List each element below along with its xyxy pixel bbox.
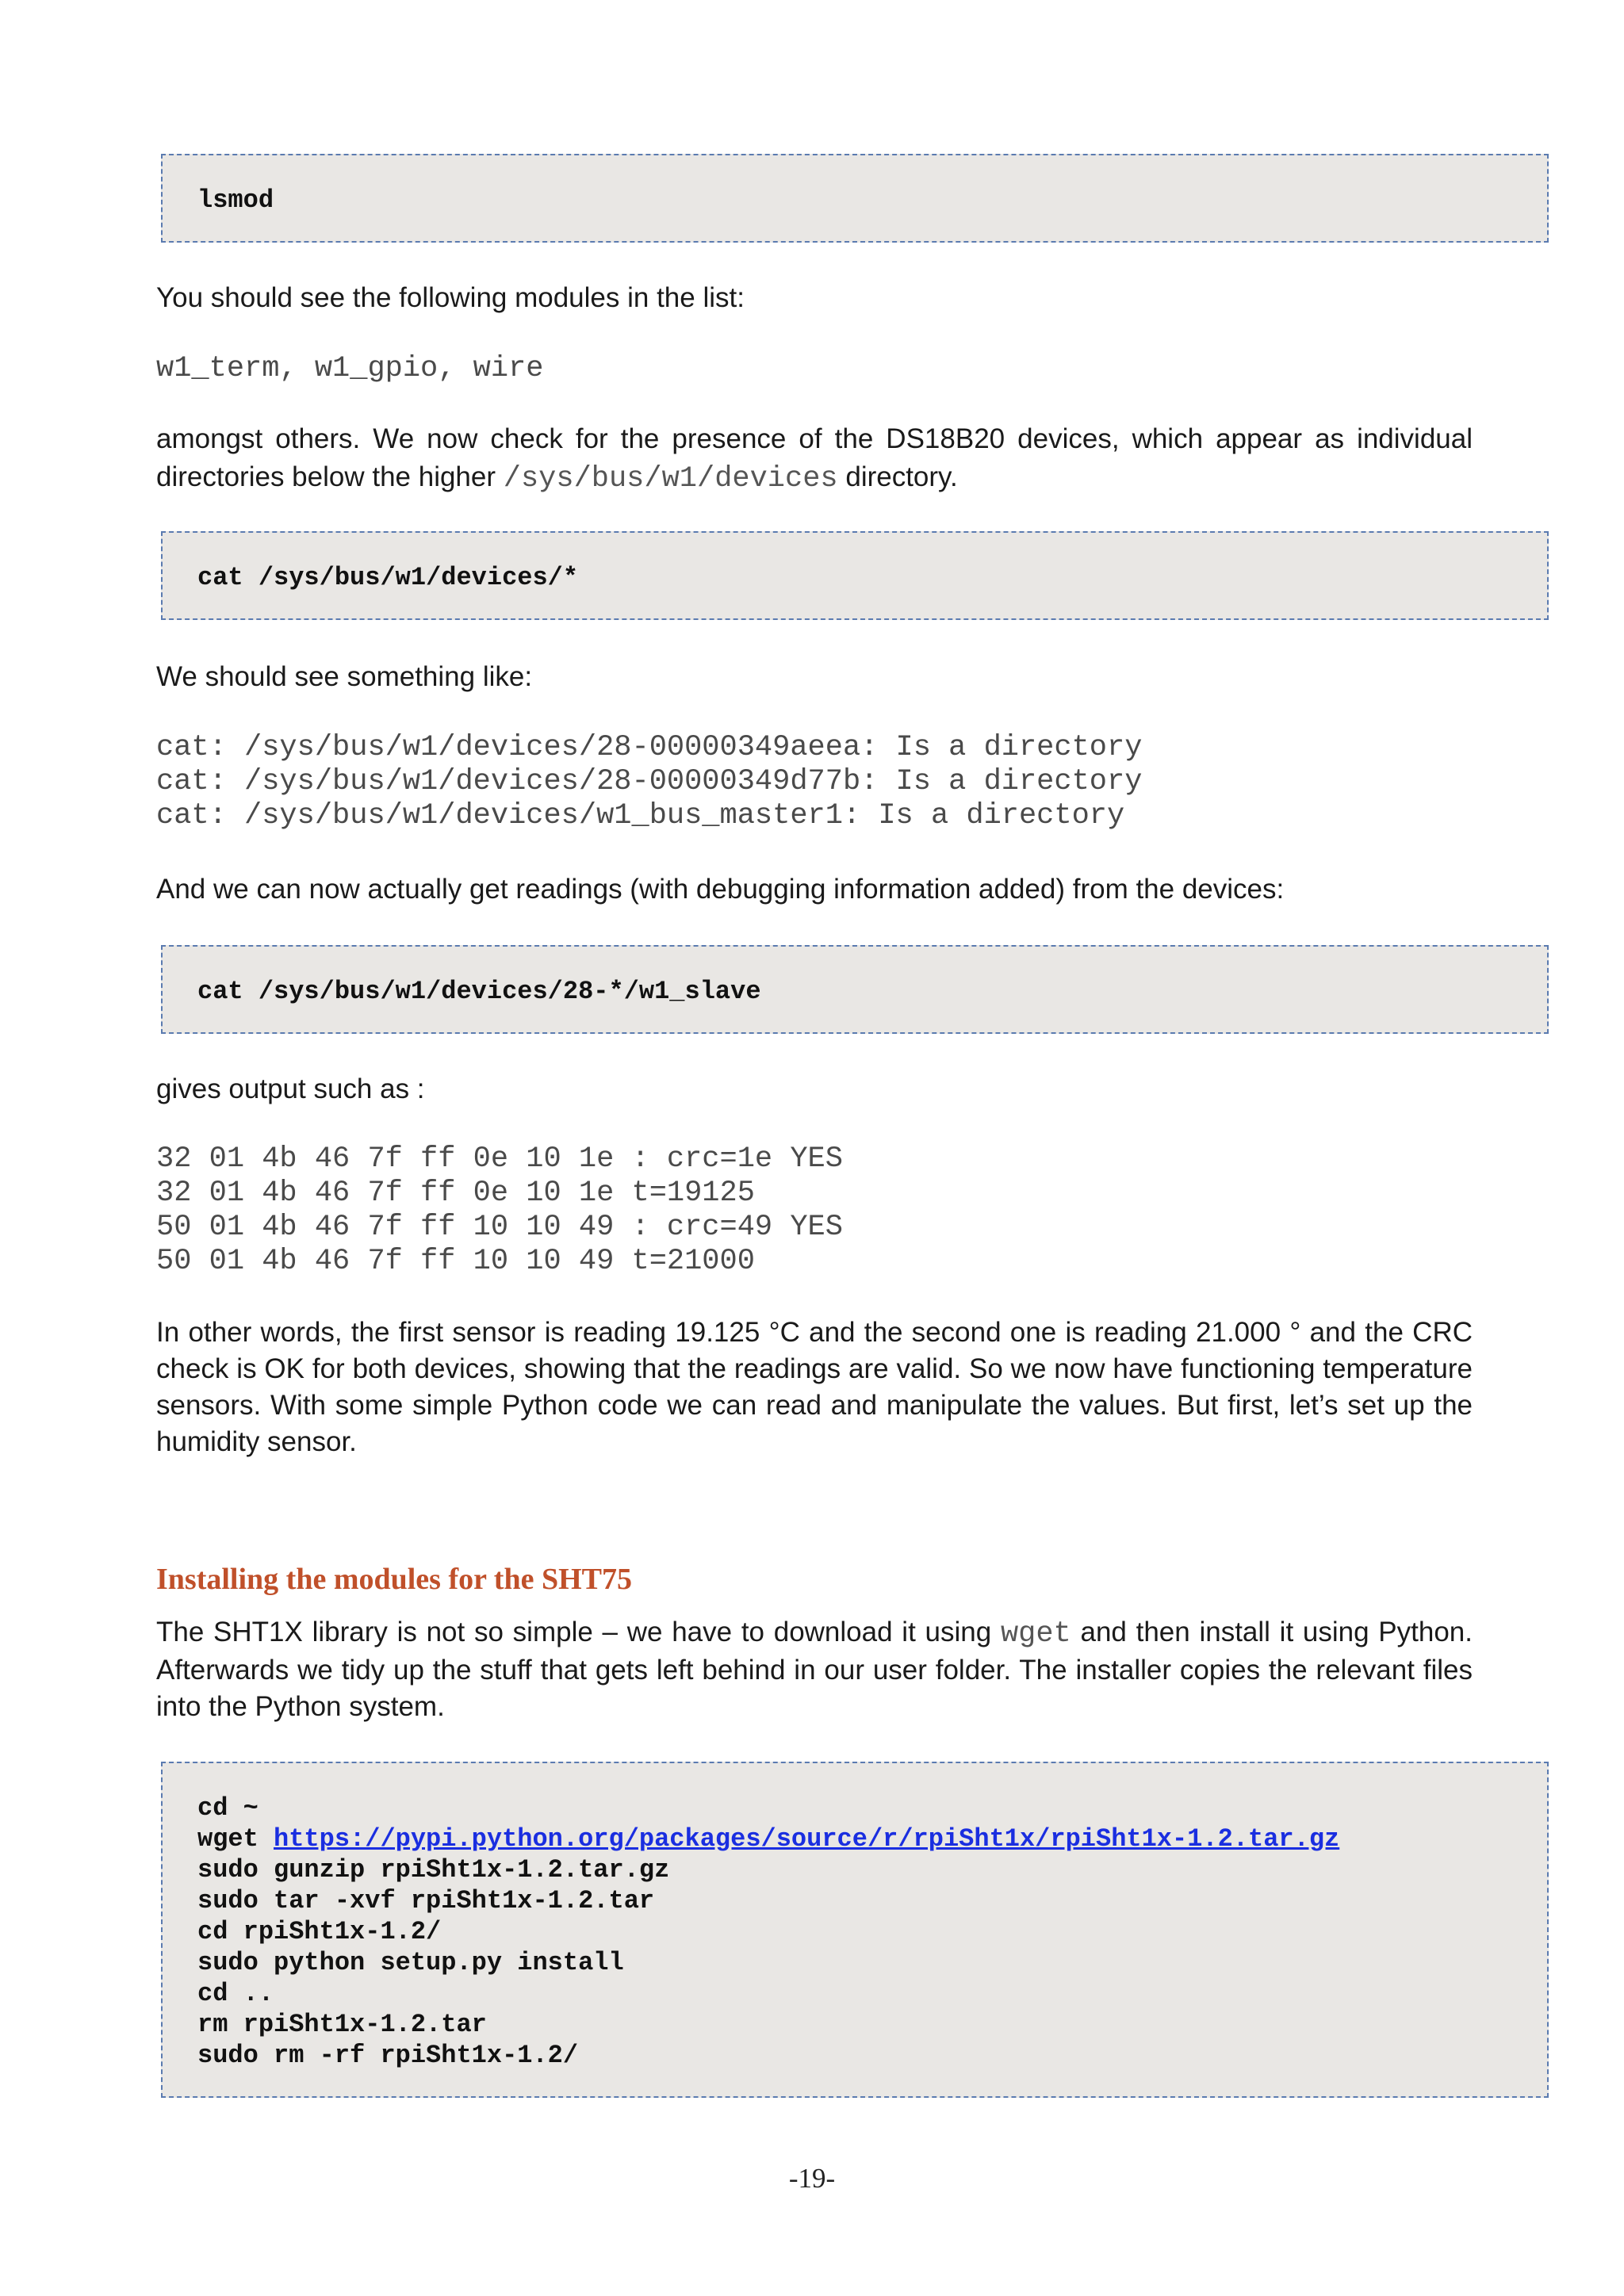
output-line: 32 01 4b 46 7f ff 0e 10 1e : crc=1e YES <box>156 1142 843 1176</box>
code-block-lsmod <box>161 154 1549 243</box>
code-block-install-sht1x <box>161 1762 1549 2098</box>
code-line: cat /sys/bus/w1/devices/* <box>197 563 579 592</box>
paragraph-text: and then install it using Python. Afterwards we tidy up the stuff that gets left behind in our user folder. The installer copies the relevant files into the Python system. <box>156 1617 1473 1722</box>
paragraph-text: The SHT1X library is not so simple – we have to download it using <box>156 1617 1001 1647</box>
paragraph-interpretation: In other words, the first sensor is reading 19.125 °C and the second one is reading 21.000 ° and the CRC check is OK for both devices, showing that the readings are valid. So we now have functioning temperature sensors. With some simple Python code we can read and manipulate the values. But first, let’s set up the humidity sensor. <box>156 1317 1473 1457</box>
modules-list: w1_term, w1_gpio, wire <box>156 352 544 385</box>
code-line: cd rpiSht1x-1.2/ <box>197 1917 442 1946</box>
code-line: cd .. <box>197 1979 274 2008</box>
output-line: cat: /sys/bus/w1/devices/28-00000349d77b: Is a directory <box>156 765 1143 798</box>
paragraph-ds18b20 <box>156 420 1473 498</box>
paragraph-text: directory. <box>837 461 958 492</box>
code-line-wget <box>197 1824 1339 1854</box>
code-line: sudo python setup.py install <box>197 1948 624 1977</box>
inline-code-wget: wget <box>1000 1617 1071 1651</box>
output-line: 32 01 4b 46 7f ff 0e 10 1e t=19125 <box>156 1177 755 1210</box>
code-block-cat-devices <box>161 531 1549 620</box>
directory-output <box>156 731 1142 833</box>
download-url-link[interactable]: https://pypi.python.org/packages/source/r/rpiSht1x/rpiSht1x-1.2.tar.gz <box>274 1824 1340 1854</box>
code-line: cd ~ <box>197 1793 259 1823</box>
page-number: -19- <box>788 2163 836 2194</box>
section-heading: Installing the modules for the SHT75 <box>156 1563 632 1596</box>
paragraph-sht1x <box>156 1614 1473 1725</box>
output-line: cat: /sys/bus/w1/devices/w1_bus_master1: Is a directory <box>156 799 1125 832</box>
output-line: cat: /sys/bus/w1/devices/28-00000349aeea: Is a directory <box>156 731 1143 764</box>
paragraph-modules-intro: You should see the following modules in the list: <box>156 282 745 313</box>
code-text: wget <box>197 1824 274 1854</box>
output-line: 50 01 4b 46 7f ff 10 10 49 t=21000 <box>156 1245 755 1278</box>
paragraph-readings-intro: And we can now actually get readings (with debugging information added) from the devices: <box>156 874 1285 905</box>
code-line: sudo gunzip rpiSht1x-1.2.tar.gz <box>197 1855 670 1885</box>
code-line: rm rpiSht1x-1.2.tar <box>197 2010 487 2039</box>
code-line: cat /sys/bus/w1/devices/28-*/w1_slave <box>197 977 761 1006</box>
readings-output <box>156 1142 843 1279</box>
paragraph-gives-output: gives output such as : <box>156 1073 425 1104</box>
paragraph-see-something: We should see something like: <box>156 661 533 692</box>
output-line: 50 01 4b 46 7f ff 10 10 49 : crc=49 YES <box>156 1211 843 1244</box>
code-line: lsmod <box>197 186 274 215</box>
code-line: sudo rm -rf rpiSht1x-1.2/ <box>197 2041 579 2070</box>
code-block-w1-slave <box>161 945 1549 1034</box>
code-line: sudo tar -xvf rpiSht1x-1.2.tar <box>197 1886 655 1915</box>
inline-code-path: /sys/bus/w1/devices <box>503 462 838 496</box>
paragraph-text: amongst others. We now check for the presence of the DS18B20 devices, which appear as individual directories below the higher <box>156 423 1473 492</box>
